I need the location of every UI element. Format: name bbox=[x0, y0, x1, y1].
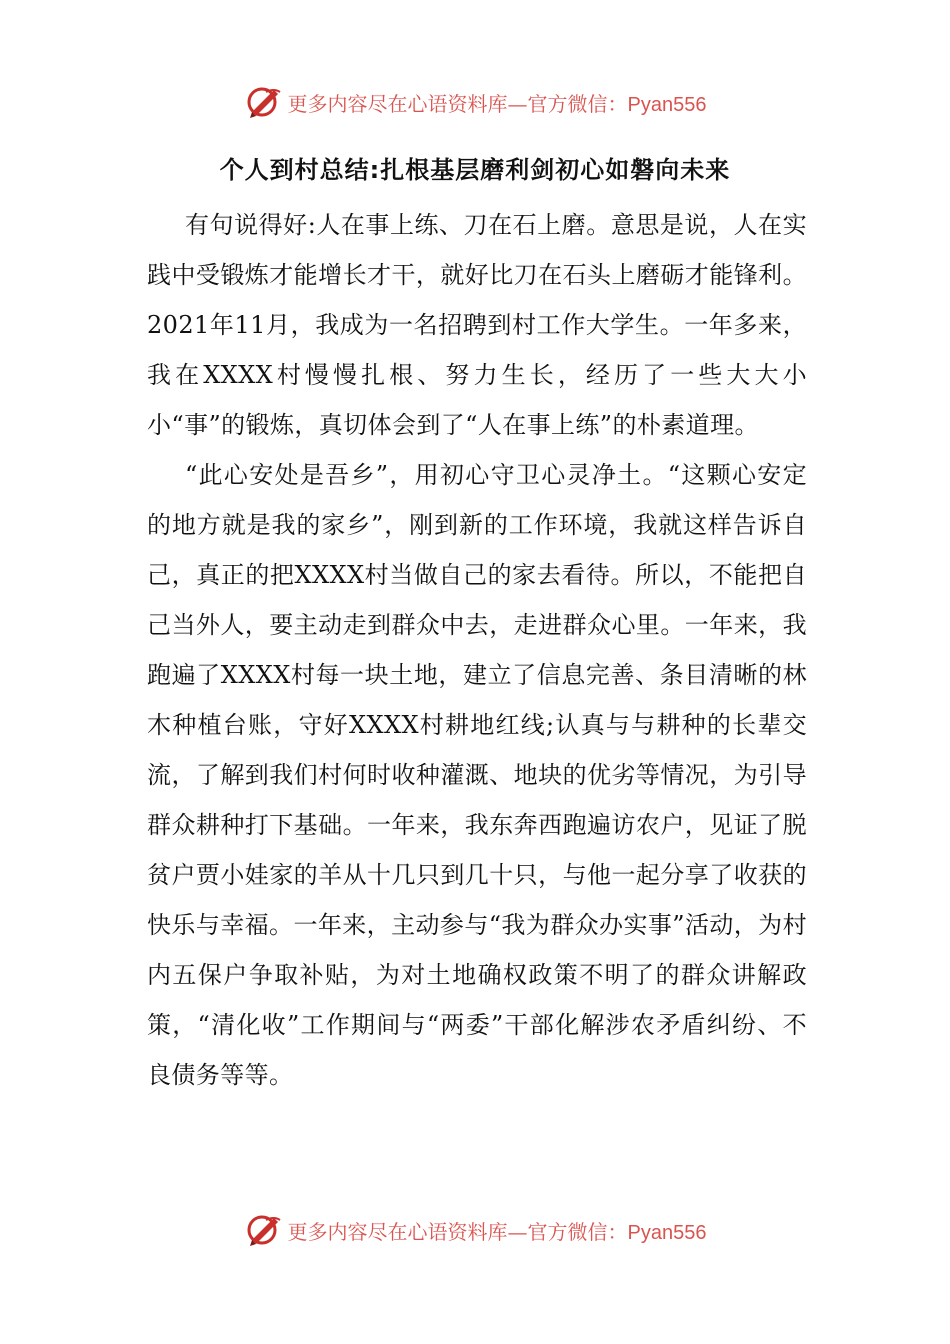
footer-banner bbox=[0, 1210, 950, 1250]
header-banner-text bbox=[288, 88, 707, 117]
header-banner bbox=[0, 82, 950, 122]
paragraph: 有句说得好:人在事上练、刀在石上磨。意思是说，人在实践中受锻炼才能增长才干，就好比刀在石头上磨砺才能锋利。2021年11月，我成为一名招聘到村工作大学生。一年多来，我在XXXX村慢慢扎根、努力生长，经历了一些大大小小“事”的锻炼，真切体会到了“人在事上练”的朴素道理。 bbox=[147, 211, 807, 439]
pen-logo-icon bbox=[244, 82, 284, 122]
header-banner-contact: Pyan556 bbox=[627, 93, 707, 116]
header-banner-label: 官方微信： bbox=[527, 91, 628, 116]
footer-banner-main: 更多内容尽在心语资料库 bbox=[287, 1219, 508, 1244]
header-banner-dash: — bbox=[507, 91, 528, 116]
header-banner-main: 更多内容尽在心语资料库 bbox=[287, 91, 508, 116]
footer-banner-dash: — bbox=[507, 1219, 528, 1244]
footer-banner-label: 官方微信： bbox=[527, 1219, 628, 1244]
document-title: 个人到村总结:扎根基层磨利剑初心如磐向未来 bbox=[219, 156, 731, 184]
document-body bbox=[147, 200, 807, 1100]
footer-banner-text bbox=[288, 1216, 707, 1245]
paragraph: “此心安处是吾乡”，用初心守卫心灵净土。“这颗心安定的地方就是我的家乡”，刚到新的工作环境，我就这样告诉自己，真正的把XXXX村当做自己的家去看待。所以，不能把自己当外人，要主动走到群众中去，走进群众心里。一年来，我跑遍了XXXX村每一块土地，建立了信息完善、条目清晰的林木种植台账，守好XXXX村耕地红线;认真与与耕种的长辈交流，了解到我们村何时收种灌溉、地块的优劣等情况，为引导群众耕种打下基础。一年来，我东奔西跑遍访农户，见证了脱贫户贾小娃家的羊从十几只到几十只，与他一起分享了收获的快乐与幸福。一年来，主动参与“我为群众办实事”活动，为村内五保户争取补贴，为对土地确权政策不明了的群众讲解政策，“清化收”工作期间与“两委”干部化解涉农矛盾纠纷、不良债务等等。 bbox=[147, 461, 807, 1089]
footer-banner-contact: Pyan556 bbox=[627, 1221, 707, 1244]
pen-logo-icon bbox=[244, 1210, 284, 1250]
